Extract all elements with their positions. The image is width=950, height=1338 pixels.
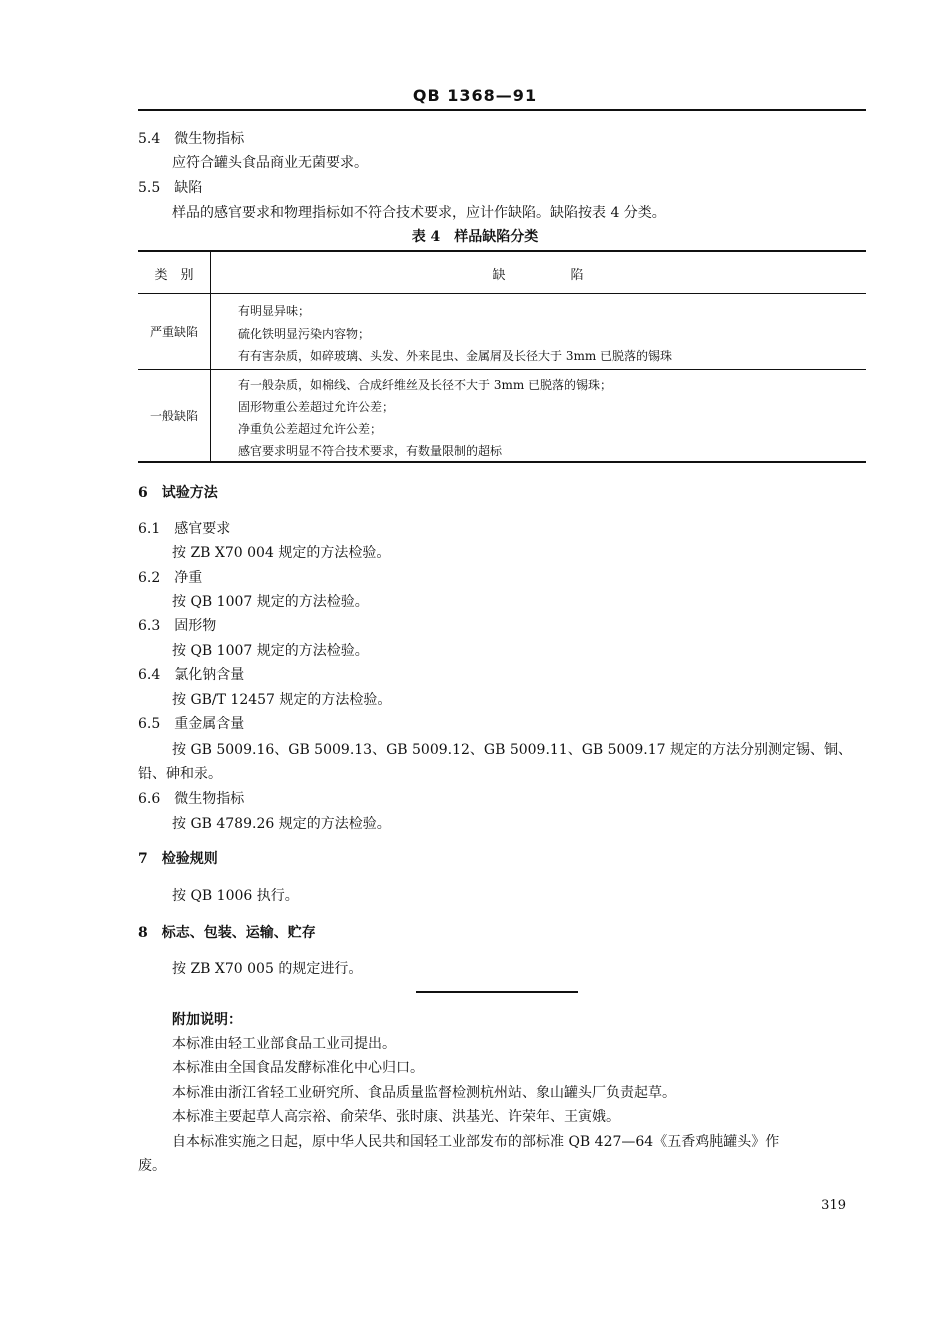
table-cell: 有有害杂质，如碎玻璃、头发、外来昆虫、金属屑及长径大于 3mm 已脱落的锡珠 — [238, 349, 673, 363]
section-5-5-body: 样品的感官要求和物理指标如不符合技术要求，应计作缺陷。缺陷按表 4 分类。 — [172, 205, 666, 221]
section-6-6-heading — [138, 788, 244, 808]
section-number: 8 — [138, 925, 148, 941]
section-number: 6.5 — [138, 716, 161, 732]
table-row-category: 一般缺陷 — [149, 409, 198, 423]
section-title: 微生物指标 — [174, 791, 245, 807]
section-title: 缺陷 — [174, 180, 203, 196]
notes-line: 本标准由全国食品发酵标准化中心归口。 — [172, 1060, 424, 1076]
section-title: 微生物指标 — [174, 131, 245, 147]
notes-title: 附加说明： — [172, 1012, 242, 1028]
section-6-5-heading — [138, 713, 244, 733]
table-row-category: 严重缺陷 — [149, 325, 198, 339]
section-6-4-body: 按 GB/T 12457 规定的方法检验。 — [172, 692, 392, 708]
section-number: 6.3 — [138, 618, 161, 634]
table-cell: 硫化铁明显污染内容物； — [238, 327, 371, 341]
notes-line: 本标准主要起草人高宗裕、俞荣华、张时康、洪基光、许荣年、王寅娥。 — [172, 1109, 620, 1125]
notes-last-line: 废。 — [138, 1158, 166, 1174]
table-header-rule — [138, 293, 866, 294]
section-7-body: 按 QB 1006 执行。 — [172, 888, 299, 904]
section-title: 固形物 — [174, 618, 217, 634]
section-title: 检验规则 — [161, 851, 218, 867]
section-5-4-body: 应符合罐头食品商业无菌要求。 — [172, 155, 368, 171]
table-bottom-rule — [138, 461, 866, 463]
section-separator — [416, 991, 578, 993]
section-number: 6.4 — [138, 667, 161, 683]
section-5-5-heading — [138, 177, 202, 197]
section-6-4-heading — [138, 664, 244, 684]
table-caption: 表 4 样品缺陷分类 — [411, 229, 539, 245]
section-7-heading — [138, 848, 218, 868]
section-title: 感官要求 — [174, 521, 231, 537]
section-title: 重金属含量 — [174, 716, 245, 732]
section-6-5-body-line1: 按 GB 5009.16、GB 5009.13、GB 5009.12、GB 5009.11、GB 5009.17 规定的方法分别测定锡、铜、 — [172, 742, 852, 758]
table-header-category: 类 别 — [154, 268, 194, 283]
notes-line: 自本标准实施之日起，原中华人民共和国轻工业部发布的部标准 QB 427—64《五香鸡肫罐头》作 — [172, 1134, 780, 1150]
table-cell: 净重负公差超过允许公差； — [238, 422, 383, 436]
section-number: 6 — [138, 485, 148, 501]
table-header-defect: 缺 陷 — [492, 268, 584, 283]
table-row-rule — [138, 369, 866, 370]
section-number: 5.4 — [138, 131, 161, 147]
section-number: 6.2 — [138, 570, 161, 586]
section-6-1-body: 按 ZB X70 004 规定的方法检验。 — [172, 545, 391, 561]
section-6-2-heading — [138, 567, 202, 587]
section-title: 净重 — [174, 570, 203, 586]
page-number: 319 — [821, 1198, 846, 1213]
section-6-5-body-line2: 铅、砷和汞。 — [138, 766, 222, 782]
section-6-heading — [138, 482, 218, 502]
section-title: 氯化钠含量 — [174, 667, 245, 683]
section-8-heading — [138, 922, 316, 942]
section-6-3-heading — [138, 615, 216, 635]
table-cell: 有明显异味； — [238, 304, 311, 318]
section-title: 试验方法 — [161, 485, 218, 501]
section-title: 标志、包装、运输、贮存 — [161, 925, 316, 941]
table-cell: 固形物重公差超过允许公差； — [238, 400, 395, 414]
section-6-2-body: 按 QB 1007 规定的方法检验。 — [172, 594, 369, 610]
notes-line: 本标准由轻工业部食品工业司提出。 — [172, 1036, 396, 1052]
section-number: 6.6 — [138, 791, 161, 807]
notes-line: 本标准由浙江省轻工业研究所、食品质量监督检测杭州站、象山罐头厂负责起草。 — [172, 1085, 676, 1101]
section-number: 6.1 — [138, 521, 161, 537]
table-cell: 感官要求明显不符合技术要求，有数量限制的超标 — [238, 444, 503, 458]
table-cell: 有一般杂质，如棉线、合成纤维丝及长径不大于 3mm 已脱落的锡珠； — [238, 378, 613, 392]
section-number: 7 — [138, 851, 148, 867]
section-8-body: 按 ZB X70 005 的规定进行。 — [172, 961, 363, 977]
section-5-4-heading — [138, 128, 244, 148]
table-top-rule — [138, 250, 866, 252]
section-6-3-body: 按 QB 1007 规定的方法检验。 — [172, 643, 369, 659]
standard-code: QB 1368—91 — [412, 86, 538, 105]
section-number: 5.5 — [138, 180, 161, 196]
section-6-1-heading — [138, 518, 230, 538]
section-6-6-body: 按 GB 4789.26 规定的方法检验。 — [172, 816, 391, 832]
header-rule — [138, 109, 866, 111]
